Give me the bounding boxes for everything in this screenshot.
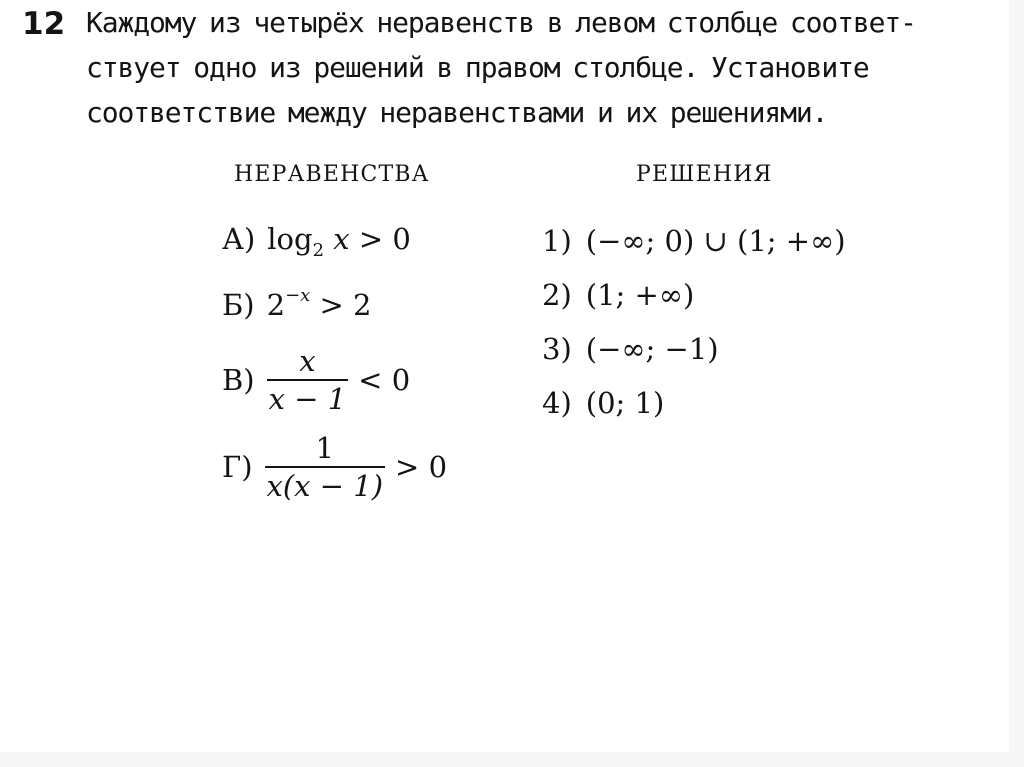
task-number: 12 <box>22 6 66 42</box>
fraction-denominator: x − 1 <box>268 382 347 416</box>
task-statement <box>86 0 1016 135</box>
solution-value: (1; +∞) <box>585 278 695 312</box>
page-edge-bottom <box>0 752 1024 767</box>
fraction <box>267 343 349 417</box>
variable: x <box>333 222 350 256</box>
solution-label: 4) <box>542 386 572 420</box>
inequality-label: А) <box>222 222 256 256</box>
log-base: 2 <box>312 240 325 261</box>
inequality-rest: < 0 <box>358 363 411 397</box>
solutions-header: РЕШЕНИЯ <box>636 162 773 187</box>
power-exponent: −x <box>285 285 311 306</box>
task-line: ствует одно из решений в правом столбце. Установите <box>86 51 869 84</box>
solution-2 <box>542 278 694 312</box>
inequality-v <box>222 343 410 417</box>
inequality-label: Г) <box>222 450 253 484</box>
solution-label: 2) <box>542 278 572 312</box>
fraction-denominator: x(x − 1) <box>266 469 384 503</box>
power-base: 2 <box>266 288 286 322</box>
inequality-rest: > 0 <box>349 222 411 256</box>
inequality-g <box>222 430 447 504</box>
fraction-numerator: x <box>299 344 316 378</box>
inequalities-header: НЕРАВЕНСТВА <box>234 162 430 187</box>
inequality-a <box>222 222 411 261</box>
inequality-b <box>222 285 372 322</box>
solution-value: (−∞; −1) <box>585 332 719 366</box>
inequality-rest: > 2 <box>310 288 372 322</box>
task-line: Каждому из четырёх неравенств в левом столбце соответ- <box>86 6 916 39</box>
solution-label: 3) <box>542 332 572 366</box>
inequality-label: Б) <box>222 288 255 322</box>
solution-3 <box>542 332 719 366</box>
task-line: соответствие между неравенствами и их решениями. <box>86 96 828 129</box>
solution-value: (−∞; 0) ∪ (1; +∞) <box>585 224 846 258</box>
solution-1 <box>542 224 846 258</box>
solution-4 <box>542 386 664 420</box>
inequality-rest: > 0 <box>395 450 448 484</box>
log-function: log <box>267 222 313 256</box>
fraction <box>265 430 386 504</box>
inequality-label: В) <box>222 363 255 397</box>
fraction-numerator: 1 <box>315 431 334 465</box>
solution-value: (0; 1) <box>585 386 665 420</box>
solution-label: 1) <box>542 224 572 258</box>
